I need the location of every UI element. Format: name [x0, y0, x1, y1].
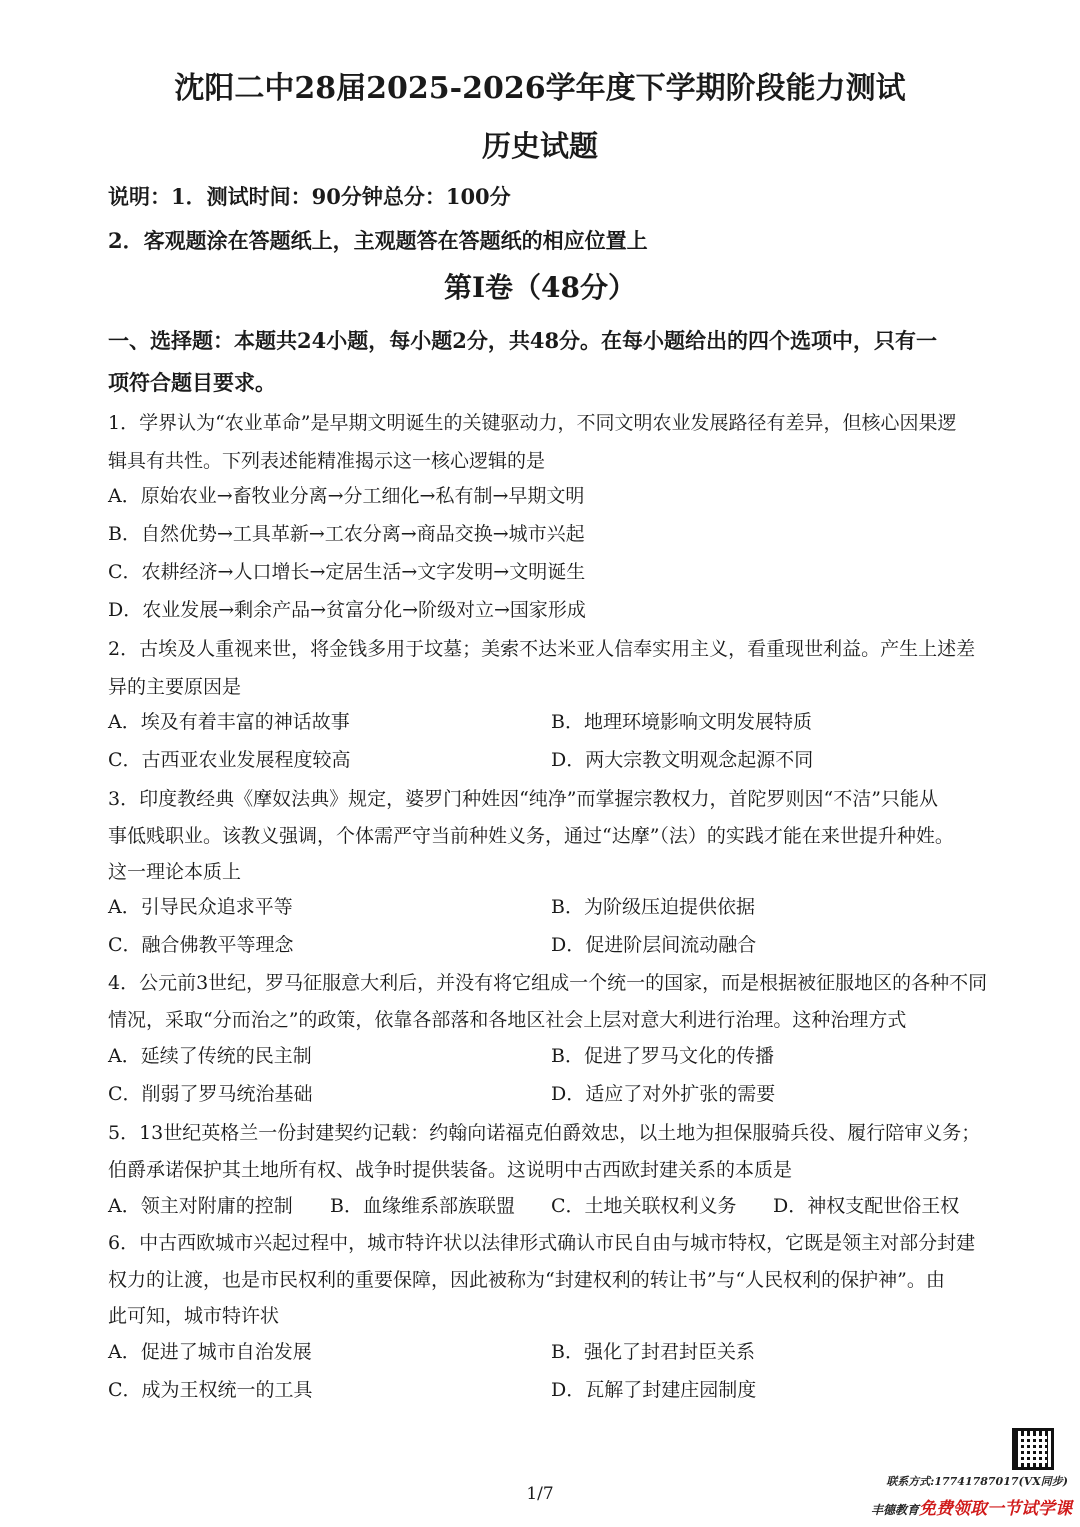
q3-option-a: A．引导民众追求平等 [108, 896, 293, 918]
qr-code [1012, 1428, 1054, 1470]
q2-option-b: B．地理环境影响文明发展特质 [551, 711, 812, 733]
q3-stem-line-3: 这一理论本质上 [108, 861, 242, 883]
q3-option-c: C．融合佛教平等理念 [108, 934, 294, 956]
q5-stem-line-2: 伯爵承诺保护其土地所有权、战争时提供装备。这说明中古西欧封建关系的本质是 [108, 1159, 793, 1181]
exam-title: 沈阳二中28届2025-2026学年度下学期阶段能力测试 [174, 71, 906, 106]
q3-stem-line-1: 3．印度教经典《摩奴法典》规定，婆罗门种姓因“纯净”而掌握宗教权力，首陀罗则因“不洁”只能从 [108, 788, 938, 810]
instruction-line-1: 说明：1．测试时间：90分钟总分：100分 [108, 184, 511, 209]
q1-option-a: A．原始农业→畜牧业分离→分工细化→私有制→早期文明 [108, 485, 585, 507]
q5-option-c: C．土地关联权利义务 [551, 1195, 737, 1217]
contact-info: 联系方式:17741787017(VX同步) [886, 1475, 1068, 1488]
q4-option-a: A．延续了传统的民主制 [108, 1045, 312, 1067]
q5-option-d: D．神权支配世俗王权 [773, 1195, 960, 1217]
q6-option-b: B．强化了封君封臣关系 [551, 1341, 755, 1363]
q4-stem-line-1: 4．公元前3世纪，罗马征服意大利后，并没有将它组成一个统一的国家，而是根据被征服地区的各种不同 [108, 972, 988, 994]
q2-stem-line-2: 异的主要原因是 [108, 676, 242, 698]
q2-option-a: A．埃及有着丰富的神话故事 [108, 711, 350, 733]
q1-option-d: D．农业发展→剩余产品→贫富分化→阶级对立→国家形成 [108, 599, 586, 621]
q5-option-b: B．血缘维系部族联盟 [330, 1195, 515, 1217]
q2-option-d: D．两大宗教文明观念起源不同 [551, 749, 814, 771]
q3-option-d: D．促进阶层间流动融合 [551, 934, 757, 956]
q3-option-b: B．为阶级压迫提供依据 [551, 896, 755, 918]
q2-option-c: C．古西亚农业发展程度较高 [108, 749, 351, 771]
q6-stem-line-3: 此可知，城市特许状 [108, 1305, 280, 1327]
q4-option-c: C．削弱了罗马统治基础 [108, 1083, 313, 1105]
q1-option-b: B．自然优势→工具革新→工农分离→商品交换→城市兴起 [108, 523, 585, 545]
q4-stem-line-2: 情况，采取“分而治之”的政策，依靠各部落和各地区社会上层对意大利进行治理。这种治理方式 [108, 1009, 907, 1031]
q1-stem-line-1: 1．学界认为“农业革命”是早期文明诞生的关键驱动力，不同文明农业发展路径有差异，但核心因果逻 [108, 412, 957, 434]
section-desc-line-1: 一、选择题：本题共24小题，每小题2分，共48分。在每小题给出的四个选项中，只有一 [108, 328, 938, 353]
q1-stem-line-2: 辑具有共性。下列表述能精准揭示这一核心逻辑的是 [108, 450, 546, 472]
q6-option-a: A．促进了城市自治发展 [108, 1341, 312, 1363]
q3-stem-line-2: 事低贱职业。该教义强调，个体需严守当前种姓义务，通过“达摩”（法）的实践才能在来世提升种姓。 [108, 825, 954, 847]
promo-text: 免费领取一节试学课 [919, 1499, 1072, 1519]
page-number: 1/7 [526, 1484, 554, 1504]
q6-option-c: C．成为王权统一的工具 [108, 1379, 313, 1401]
q1-option-c: C．农耕经济→人口增长→定居生活→文字发明→文明诞生 [108, 561, 586, 583]
promo-banner [871, 1494, 1072, 1519]
section-heading: 第Ⅰ卷（48分） [443, 271, 637, 304]
instruction-line-2: 2．客观题涂在答题纸上，主观题答在答题纸的相应位置上 [108, 228, 648, 253]
q6-stem-line-2: 权力的让渡，也是市民权利的重要保障，因此被称为“封建权利的转让书”与“人民权利的保护神”。由 [108, 1269, 945, 1291]
section-desc-line-2: 项符合题目要求。 [108, 370, 276, 395]
q4-option-d: D．适应了对外扩张的需要 [551, 1083, 776, 1105]
exam-subtitle: 历史试题 [481, 129, 598, 163]
q6-option-d: D．瓦解了封建庄园制度 [551, 1379, 757, 1401]
q5-option-a: A．领主对附庸的控制 [108, 1195, 293, 1217]
q2-stem-line-1: 2．古埃及人重视来世，将金钱多用于坟墓；美索不达米亚人信奉实用主义，看重现世利益。产生上述差 [108, 638, 976, 660]
promo-brand: 丰德教育 [870, 1503, 919, 1517]
q4-option-b: B．促进了罗马文化的传播 [551, 1045, 774, 1067]
q6-stem-line-1: 6．中古西欧城市兴起过程中，城市特许状以法律形式确认市民自由与城市特权，它既是领主对部分封建 [108, 1232, 976, 1254]
q5-stem-line-1: 5．13世纪英格兰一份封建契约记载：约翰向诺福克伯爵效忠，以土地为担保服骑兵役、履行陪审义务； [108, 1122, 981, 1144]
